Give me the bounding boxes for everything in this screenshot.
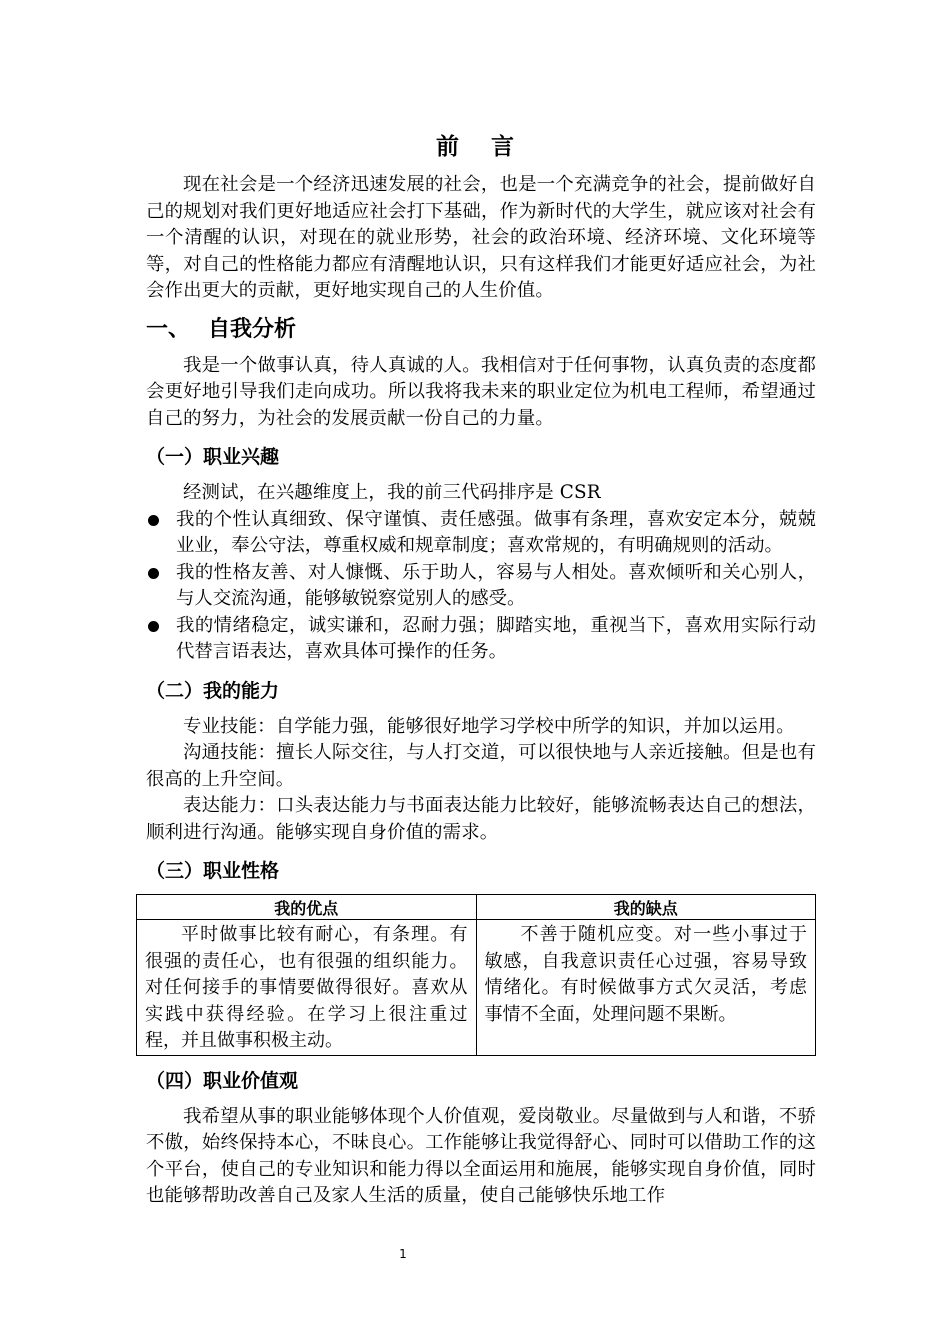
table-row [137, 920, 816, 1056]
interest-bullet-list [146, 507, 816, 666]
list-item [146, 507, 816, 560]
list-item [146, 560, 816, 613]
list-item [146, 613, 816, 666]
bullet-icon [148, 515, 159, 526]
self-analysis-paragraph: 我是一个做事认真，待人真诚的人。我相信对于任何事物，认真负责的态度都会更好地引导我们走向成功。所以我将我未来的职业定位为机电工程师，希望通过自己的努力，为社会的发展贡献一份自己的力量。 [146, 354, 816, 429]
subheading-career-personality: （三）职业性格 [146, 860, 280, 882]
ability-paragraph: 表达能力：口头表达能力与书面表达能力比较好，能够流畅表达自己的想法，顺利进行沟通。能够实现自身价值的需求。 [146, 795, 816, 843]
ability-paragraph: 专业技能：自学能力强，能够很好地学习学校中所学的知识，并加以运用。 [183, 715, 795, 737]
bullet-text: 我的个性认真细致、保守谨慎、责任感强。做事有条理，喜欢安定本分，兢兢业业，奉公守法，尊重权威和规章制度；喜欢常规的，有明确规则的活动。 [176, 508, 816, 556]
interest-intro: 经测试，在兴趣维度上，我的前三代码排序是 CSR [183, 482, 601, 503]
table-header-weaknesses: 我的缺点 [476, 895, 816, 920]
bullet-text: 我的性格友善、对人慷慨、乐于助人，容易与人相处。喜欢倾听和关心别人，与人交流沟通，能够敏锐察觉别人的感受。 [176, 561, 816, 609]
strengths-cell: 平时做事比较有耐心，有条理。有很强的责任心，也有很强的组织能力。对任何接手的事情要做得很好。喜欢从实践中获得经验。在学习上很注重过程，并且做事积极主动。 [137, 920, 477, 1056]
subheading-career-interest: （一）职业兴趣 [146, 446, 280, 468]
subheading-my-ability: （二）我的能力 [146, 679, 280, 702]
section-number: 一、 [146, 316, 191, 342]
table-header-strengths: 我的优点 [137, 895, 477, 920]
preface-paragraph: 现在社会是一个经济迅速发展的社会，也是一个充满竞争的社会，提前做好自己的规划对我们更好地适应社会打下基础，作为新时代的大学生，就应该对社会有一个清醒的认识，对现在的就业形势，社会的政治环境、经济环境、文化环境等等，对自己的性格能力都应有清醒地认识，只有这样我们才能更好适应社会，为社会作出更大的贡献，更好地实现自己的人生价值。 [146, 174, 816, 301]
page-number: 1 [399, 1247, 407, 1261]
weaknesses-cell: 不善于随机应变。对一些小事过于敏感，自我意识责任心过强，容易导致情绪化。有时候做事方式欠灵活，考虑事情不全面，处理问题不果断。 [476, 920, 816, 1056]
bullet-icon [148, 621, 159, 632]
bullet-icon [148, 568, 159, 579]
bullet-text: 我的情绪稳定，诚实谦和，忍耐力强；脚踏实地，重视当下，喜欢用实际行动代替言语表达，喜欢具体可操作的任务。 [176, 614, 816, 662]
section-heading-self-analysis [146, 313, 816, 347]
values-paragraph: 我希望从事的职业能够体现个人价值观，爱岗敬业。尽量做到与人和谐，不骄不傲，始终保持本心，不昧良心。工作能够让我觉得舒心、同时可以借助工作的这个平台，使自己的专业知识和能力得以全面运用和施展，能够实现自身价值，同时也能够帮助改善自己及家人生活的质量，使自己能够快乐地工作 [146, 1105, 816, 1206]
section-title: 自我分析 [208, 316, 297, 342]
strengths-weaknesses-table [136, 894, 816, 1056]
document-page [146, 130, 816, 1210]
table-header-row [137, 895, 816, 920]
subheading-career-values: （四）职业价值观 [146, 1069, 299, 1092]
preface-title: 前 言 [435, 134, 526, 160]
ability-paragraph: 沟通技能：擅长人际交往，与人打交道，可以很快地与人亲近接触。但是也有很高的上升空间。 [146, 742, 816, 790]
